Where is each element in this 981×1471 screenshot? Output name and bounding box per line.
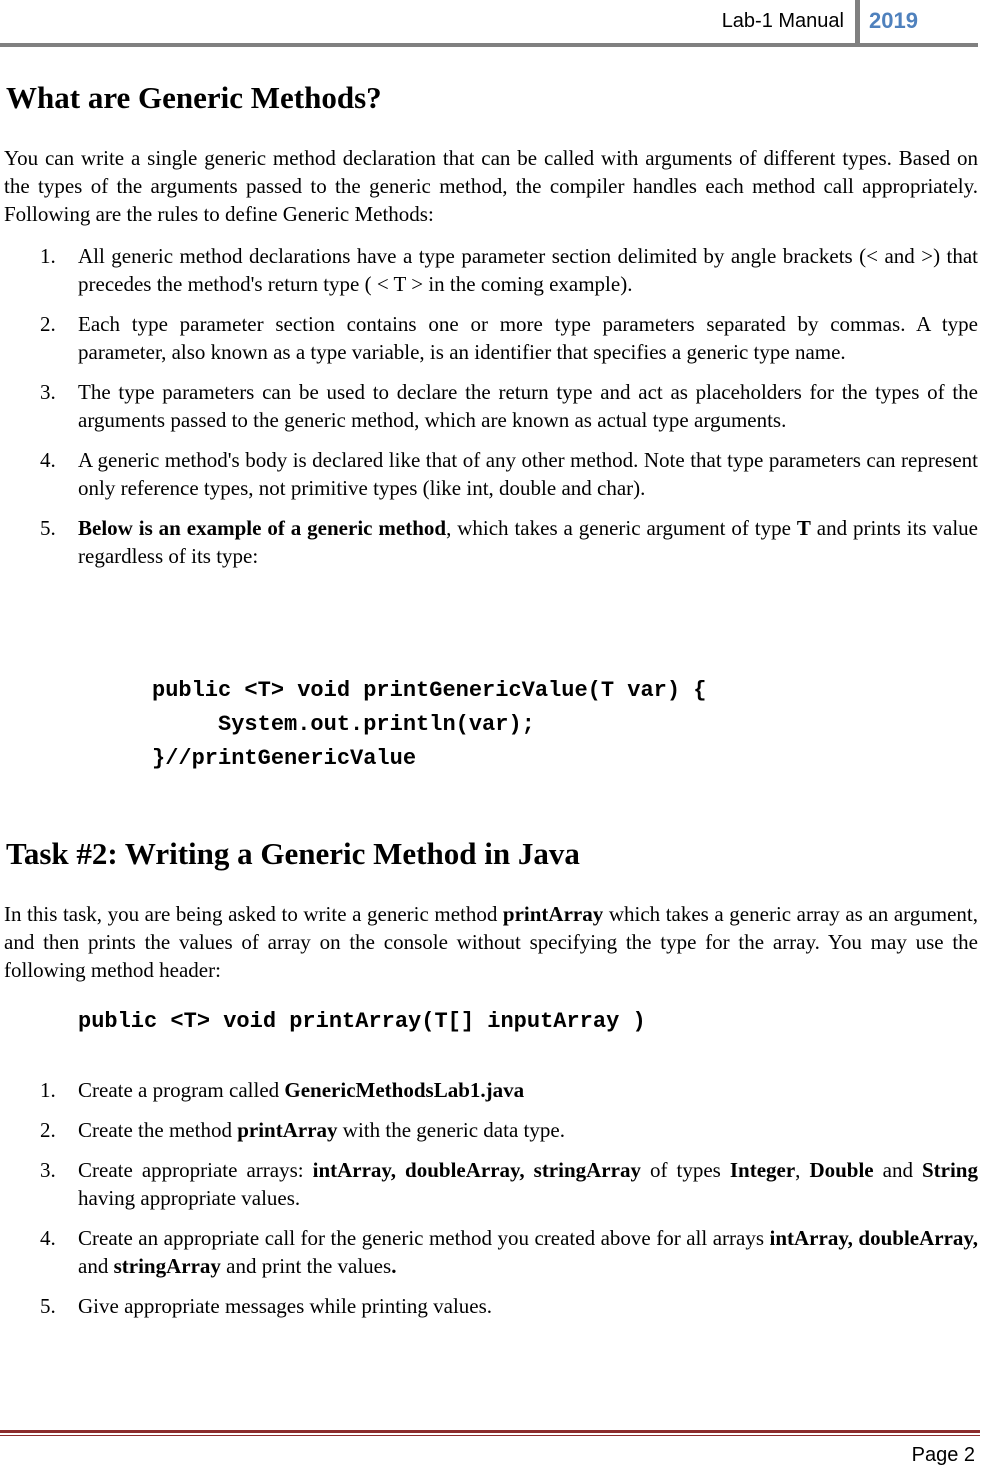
list-item: 2. Create the method printArray with the generic data type. bbox=[40, 1118, 565, 1142]
list-item: 4. Create an appropriate call for the generic method you created above for all arrays intArray, doubleArray, and stringArray and print the values. bbox=[40, 1226, 978, 1278]
list-item: 5. Give appropriate messages while printing values. bbox=[40, 1294, 493, 1318]
rules-list bbox=[0, 242, 978, 582]
header-divider bbox=[855, 0, 860, 46]
header-year: 2019 bbox=[869, 8, 918, 33]
page-number: Page 2 bbox=[911, 1444, 975, 1466]
list-item: 3. The type parameters can be used to declare the return type and act as placeholders for the types of the arguments passed to the generic method, which are known as actual type arguments. bbox=[40, 380, 978, 432]
page-header bbox=[0, 0, 981, 48]
method-header-code: public <T> void printArray(T[] inputArray ) bbox=[78, 1009, 646, 1034]
code-example: public <T> void printGenericValue(T var) { System.out.println(var); }//printGenericValue bbox=[152, 678, 707, 771]
task-intro-paragraph: In this task, you are being asked to write a generic method printArray which takes a generic array as an argument, and then prints the values of array on the console without specifying the type for the array. You may use the following method header: bbox=[4, 902, 978, 982]
list-item: 4. A generic method's body is declared like that of any other method. Note that type parameters can represent only reference types, not primitive types (like int, double and char). bbox=[40, 448, 978, 500]
steps-list bbox=[0, 1076, 978, 1332]
header-title: Lab-1 Manual bbox=[721, 10, 844, 32]
footer-rule bbox=[0, 1430, 980, 1433]
section-heading-task-2: Task #2: Writing a Generic Method in Java bbox=[6, 836, 580, 871]
list-item: 1. All generic method declarations have a type parameter section delimited by angle brackets (< and >) that precedes the method's return type ( < T > in the coming example). bbox=[40, 244, 978, 296]
list-item: 5. Below is an example of a generic method, which takes a generic argument of type T and prints its value regardless of its type: bbox=[40, 516, 978, 568]
list-item: 2. Each type parameter section contains one or more type parameters separated by commas. A type parameter, also known as a type variable, is an identifier that specifies a generic type name. bbox=[40, 312, 978, 364]
header-rule bbox=[0, 43, 978, 47]
list-item: 1. Create a program called GenericMethodsLab1.java bbox=[40, 1078, 525, 1102]
list-item: 3. Create appropriate arrays: intArray, doubleArray, stringArray of types Integer, Double and String having appropriate values. bbox=[40, 1158, 978, 1210]
footer-rule-thin bbox=[0, 1435, 980, 1436]
section-heading-generic-methods: What are Generic Methods? bbox=[6, 80, 382, 115]
intro-paragraph: You can write a single generic method declaration that can be called with arguments of different types. Based on the types of the arguments passed to the generic method, the compiler handles each method call appropriately. Following are the rules to define Generic Methods: bbox=[4, 146, 978, 226]
